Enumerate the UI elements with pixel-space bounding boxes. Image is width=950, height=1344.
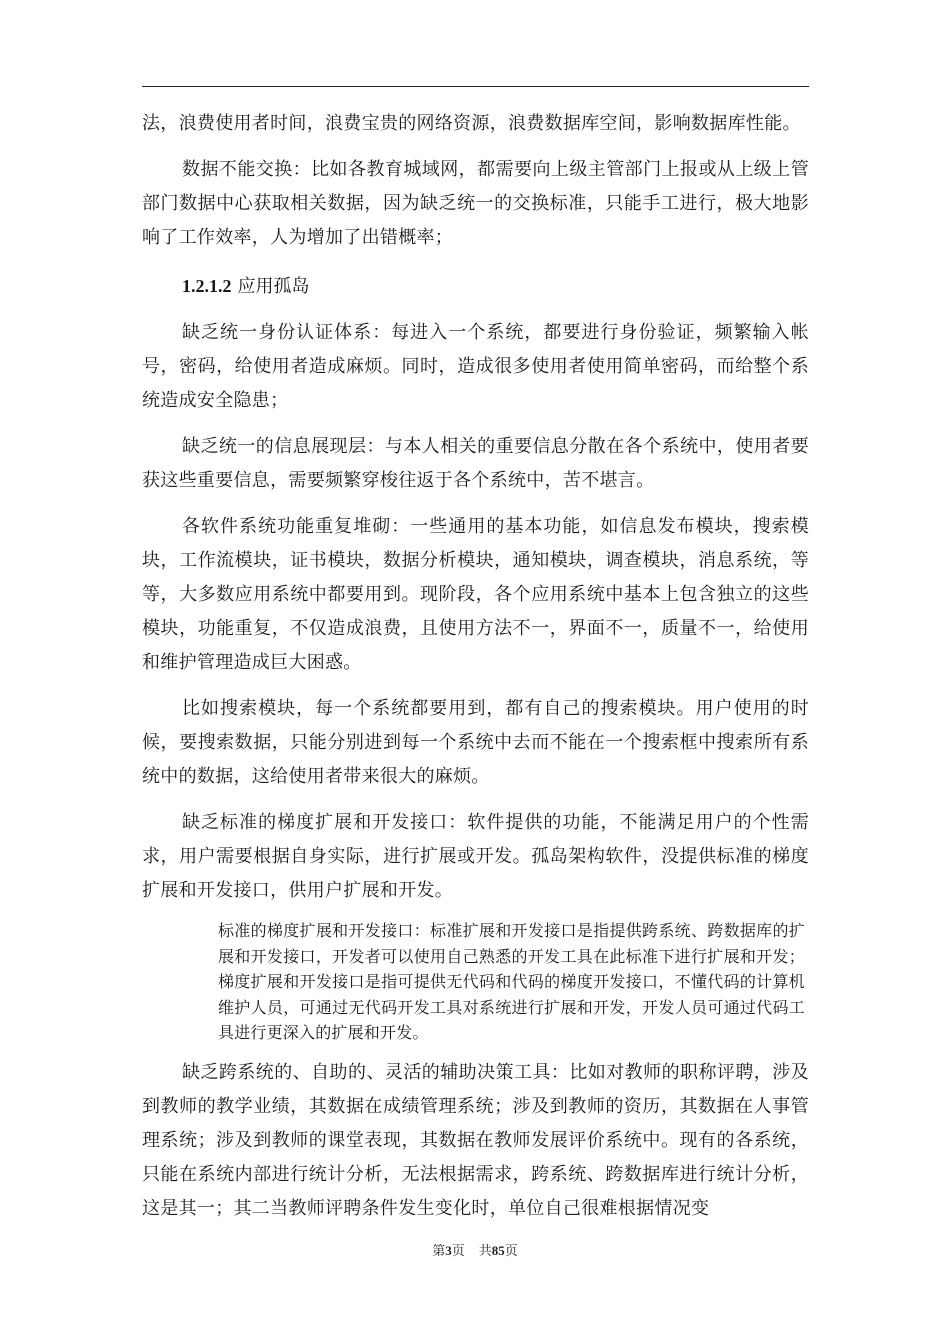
paragraph-extension-interface: 缺乏标准的梯度扩展和开发接口：软件提供的功能，不能满足用户的个性需求，用户需要根据自身实际，进行扩展或开发。孤岛架构软件，没提供标准的梯度扩展和开发接口，供用户扩展和开发。 [142,812,809,901]
paragraph-data-exchange: 数据不能交换：比如各教育城域网，都需要向上级主管部门上报或从上级上管部门数据中心获取相关数据，因为缺乏统一的交换标准，只能手工进行，极大地影响了工作效率，人为增加了出错概率； [142,159,809,248]
note-text: 标准的梯度扩展和开发接口：标准扩展和开发接口是指提供跨系统、跨数据库的扩展和开发接口，开发者可以使用自己熟悉的开发工具在此标准下进行扩展和开发；梯度扩展和开发接口是指可提供无代码和代码的梯度开发接口，不懂代码的计算机维护人员，可通过无代码开发工具对系统进行扩展和开发，开发人员可通过代码工具进行更深入的扩展和开发。 [218,921,805,1042]
footer-suffix: 页 [504,1244,518,1259]
paragraph-continuation: 法，浪费使用者时间，浪费宝贵的网络资源，浪费数据库空间，影响数据库性能。 [142,113,801,134]
footer-total-prefix: 共 [478,1244,492,1259]
footer-mid: 页 [451,1244,465,1259]
section-number: 1.2.1.2 [182,276,232,296]
note-block [142,918,809,1046]
footer-page-number: 3 [445,1243,452,1258]
paragraph-identity-auth: 缺乏统一身份认证体系：每进入一个系统，都要进行身份验证，频繁输入帐号，密码，给使用者造成麻烦。同时，造成很多使用者使用简单密码，而给整个系统造成安全隐患； [142,322,809,411]
paragraph-decision-tools: 缺乏跨系统的、自助的、灵活的辅助决策工具：比如对教师的职称评聘，涉及到教师的教学业绩，其数据在成绩管理系统；涉及到教师的资历，其数据在人事管理系统；涉及到教师的课堂表现，其数据在教师发展评价系统中。现有的各系统，只能在系统内部进行统计分析，无法根据需求，跨系统、跨数据库进行统计分析，这是其一；其二当教师评聘条件发生变化时，单位自己很难根据情况变 [142,1061,809,1219]
page-footer [0,1240,950,1259]
page-body [142,107,809,1226]
section-heading [142,269,809,304]
footer-prefix: 第 [432,1244,446,1259]
section-title: 应用孤岛 [237,276,310,297]
paragraph-search-example: 比如搜索模块，每一个系统都要用到，都有自己的搜索模块。用户使用的时候，要搜索数据，只能分别进到每一个系统中去而不能在一个搜索框中搜索所有系统中的数据，这给使用者带来很大的麻烦。 [142,698,809,787]
paragraph-info-presentation: 缺乏统一的信息展现层：与本人相关的重要信息分散在各个系统中，使用者要获这些重要信息，需要频繁穿梭往返于各个系统中，苦不堪言。 [142,436,809,491]
paragraph-duplicate-functions: 各软件系统功能重复堆砌：一些通用的基本功能，如信息发布模块，搜索模块，工作流模块，证书模块，数据分析模块，通知模块，调查模块，消息系统，等等，大多数应用系统中都要用到。现阶段，各个应用系统中基本上包含独立的这些模块，功能重复，不仅造成浪费，且使用方法不一，界面不一，质量不一，给使用和维护管理造成巨大困惑。 [142,516,809,673]
footer-total-pages: 85 [491,1243,505,1258]
header-rule [142,86,809,87]
